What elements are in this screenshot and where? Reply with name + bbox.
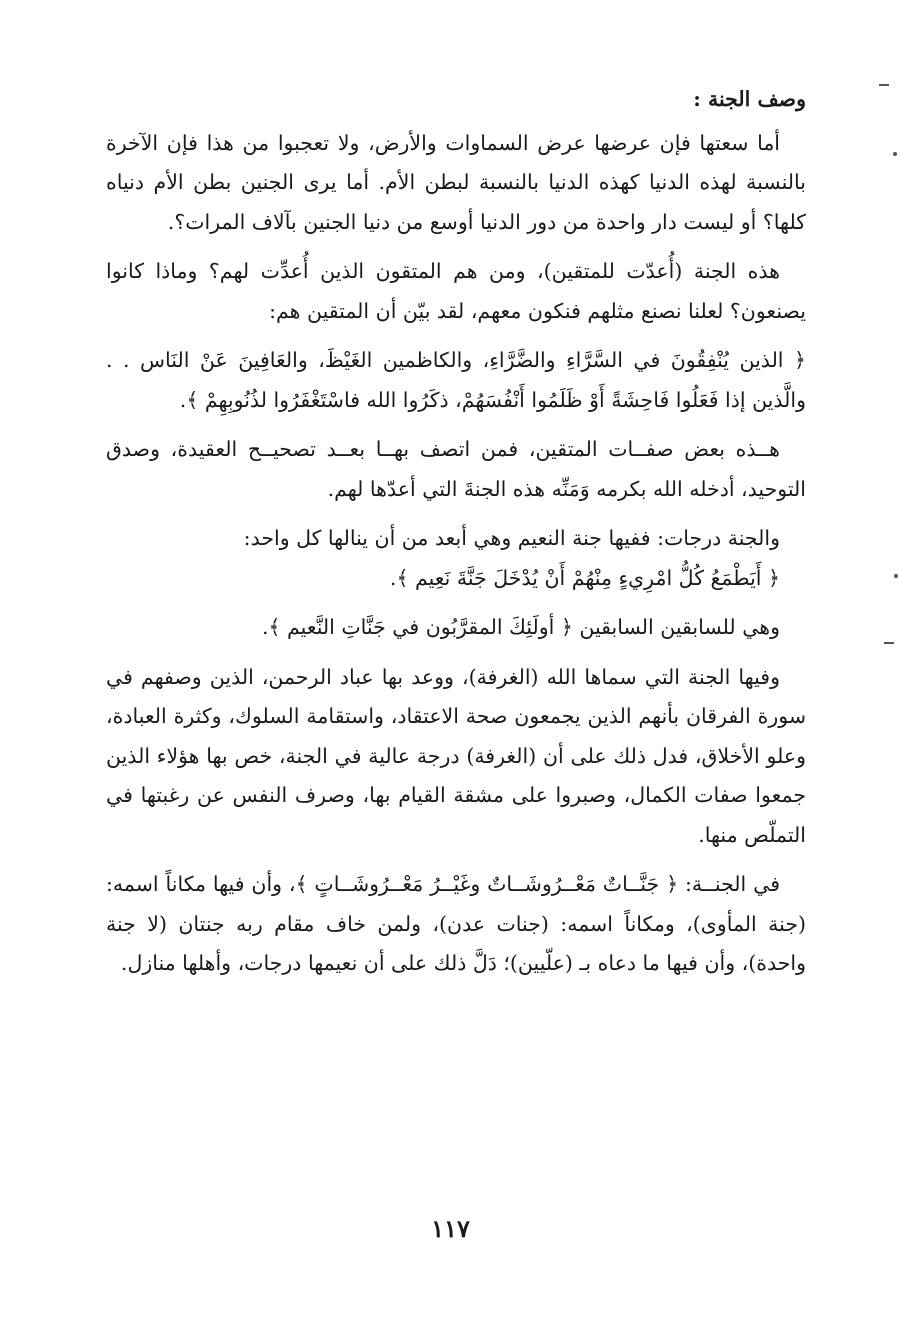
margin-mark bbox=[894, 574, 898, 578]
margin-mark bbox=[879, 84, 889, 86]
paragraph: في الجنــة: ﴿ جَنَّــاتٌ مَعْــرُوشَــاتٌ وغَيْــرُ مَعْــرُوشَــاتٍ ﴾، وأن فيها مكاناً اسمه: (جنة المأوى)، ومكاناً اسمه: (جنات عدن)، ولمن خاف مقام ربه جنتان (لا جنة واحدة)، وأن فيها ما دعاه بـ (علّيين)؛ دَلَّ ذلك على أن نعيمها درجات، وأهلها منازل. bbox=[106, 872, 806, 975]
paragraph: والجنة درجات: ففيها جنة النعيم وهي أبعد من أن ينالها كل واحد: bbox=[243, 526, 780, 550]
margin-mark bbox=[893, 152, 897, 156]
paragraph: هذه الجنة (أُعدّت للمتقين)، ومن هم المتقون الذين أُعدِّت لهم؟ وماذا كانوا يصنعون؟ لعلنا نصنع مثلهم فنكون معهم، لقد بيّن أن المتقين هم: bbox=[106, 259, 806, 323]
quran-verse: ﴿ الذين يُنْفِقُونَ في السَّرَّاءِ والضَّرَّاءِ، والكاظمين الغَيْظَ، والعَافِينَ عَنْ النَاس . . والَّذين إذا فَعَلُوا فَاحِشَةً أَوْ ظَلَمُوا أَنْفُسَهُمْ، ذكَرُوا الله فاسْتَغْفَرُوا لذُنُوبِهِمْ ﴾. bbox=[106, 348, 806, 412]
paragraph: وفيها الجنة التي سماها الله (الغرفة)، ووعد بها عباد الرحمن، الذين وصفهم في سورة الفرقان بأنهم الذين يجمعون صحة الاعتقاد، واستقامة السلوك، وكثرة العبادة، وعلو الأخلاق، فدل ذلك على أن (الغرفة) درجة عالية في الجنة، خص بها هؤلاء الذين جمعوا صفات الكمال، وصبروا على مشقة القيام بها، وصرف النفس عن رغبتها في التملّص منها. bbox=[106, 664, 806, 847]
page-body bbox=[106, 80, 806, 994]
paragraph: هــذه بعض صفــات المتقين، فمن اتصف بهــا بعــد تصحيــح العقيدة، وصدق التوحيد، أدخله الله بكرمه وَمَنِّه هذه الجنةَ التي أعدّها لهم. bbox=[106, 437, 806, 501]
paragraph: وهي للسابقين السابقين ﴿ أولَئِكَ المقرَّبُون في جَنَّاتِ النَّعيم ﴾. bbox=[261, 615, 780, 639]
page-number: ١١٧ bbox=[431, 1214, 470, 1243]
section-heading: وصف الجنة : bbox=[693, 87, 806, 111]
quran-verse: ﴿ أَيَطْمَعُ كُلُّ امْرِيءٍ مِنْهُمْ أَنْ يُدْخَلَ جَنَّةَ نَعِيم ﴾. bbox=[389, 565, 780, 590]
paragraph: أما سعتها فإن عرضها عرض السماوات والأرض، ولا تعجبوا من هذا فإن الآخرة بالنسبة لهذه الدنيا كهذه الدنيا بالنسبة لبطن الأم. أما يرى الجنين بطن الأم دنياه كلها؟ أو ليست دار واحدة من دور الدنيا أوسع من دنيا الجنين بآلاف المرات؟. bbox=[106, 130, 806, 234]
margin-mark bbox=[884, 642, 894, 644]
